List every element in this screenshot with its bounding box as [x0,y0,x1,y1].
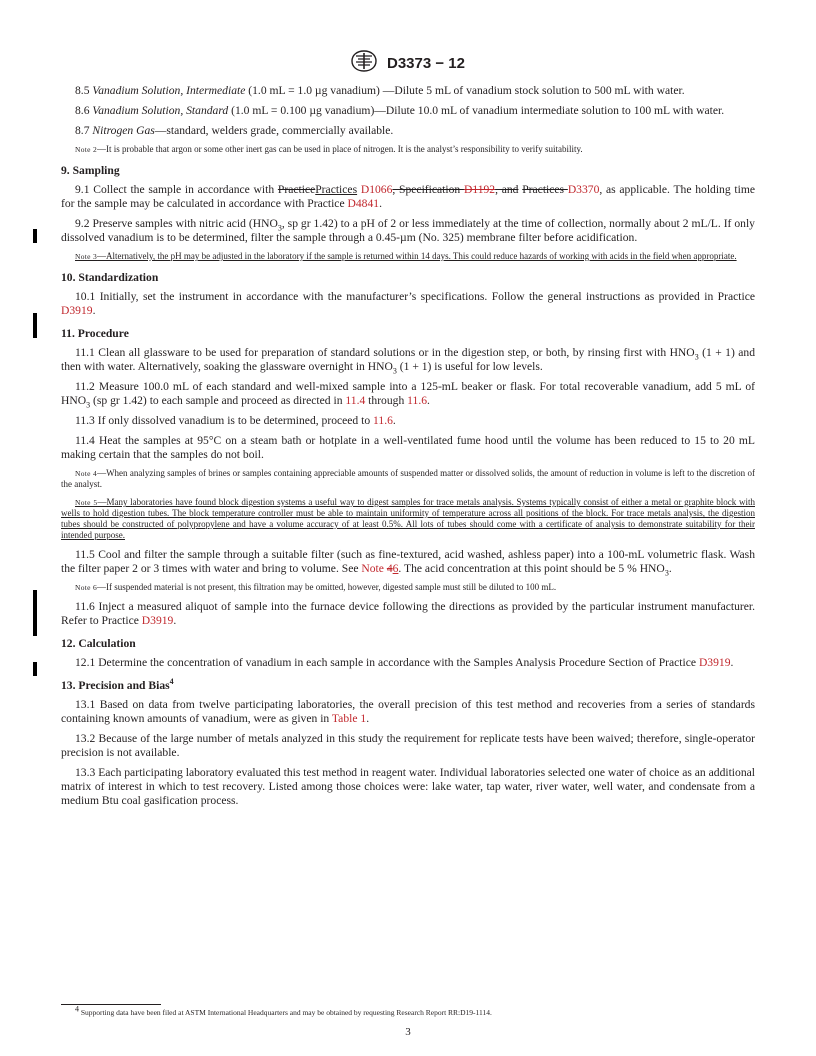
deleted-text: Practice [277,183,316,196]
paragraph-11-3: 11.3 If only dissolved vanadium is to be determined, proceed to 11.6. [75,414,396,427]
deleted-text: Practices [522,183,568,196]
paragraph-11-5: 11.5 Cool and filter the sample through a suitable filter (such as fine-textured, acid washed, ashless paper) into a 100-mL volumetric flask. Wash the filter paper 2 or 3 times with water and bring to volume. See Note 46. The acid concentration at this point should be 5 % $HNO_3$. [61,548,755,578]
paragraph-10-1: 10.1 Initially, set the instrument in accordance with the manufacturer’s specifications. Follow the general instructions as provided in Practice D3919. [61,290,755,317]
paragraph-8-6: 8.6 Vanadium Solution, Standard (1.0 mL = 0.100 µg vanadium)—Dilute 10.0 mL of vanadium intermediate solution to 100 mL with water. [75,104,725,117]
inserted-text: Practices [315,183,358,196]
page-number: 3 [405,1026,411,1038]
deleted-text: , Specification [392,183,464,196]
section-heading-sampling: 9. Sampling [61,164,120,177]
note-2: Note 2—It is probable that argon or some other inert gas can be used in place of nitrogen. It is the analyst’s responsibility to verify suitability. [75,144,583,154]
deleted-text: 4 [386,562,393,575]
note-4: Note 4—When analyzing samples of brines or samples containing appreciable amounts of suspended matter or dissolved solids, the amount of reduction in volume is left to the discretion of the analyst. [61,468,755,489]
paragraph-13-3: 13.3 Each participating laboratory evaluated this test method in reagent water. Individual laboratories selected one water of choice as an additional matrix of interest in which to test recovery. Listed among those choices were: lake water, tap water, river water, well water, and condensate from a medium Btu coal gasification process. [61,766,755,807]
section-heading-precision-bias: 13. Precision and Bias$^4$ [61,677,174,692]
change-bar [33,313,37,338]
section-heading-calculation: 12. Calculation [61,637,136,650]
paragraph-12-1: 12.1 Determine the concentration of vanadium in each sample in accordance with the Samples Analysis Procedure Section of Practice D3919. [75,656,734,669]
ref-link-d4841[interactable]: D4841 [347,197,380,210]
ref-link-note[interactable]: Note [361,562,387,575]
paragraph-8-5: 8.5 Vanadium Solution, Intermediate (1.0 mL = 1.0 µg vanadium) —Dilute 5 mL of vanadium stock solution to 500 mL with water. [75,84,685,97]
paragraph-11-6: 11.6 Inject a measured aliquot of sample into the furnace device following the directions as provided by the particular instrument manufacturer. Refer to Practice D3919. [61,600,755,627]
change-bar [33,590,37,636]
section-heading-standardization: 10. Standardization [61,271,159,284]
change-bar [33,229,37,243]
page-header [0,50,816,77]
note-3: Note 3—Alternatively, the pH may be adjusted in the laboratory if the sample is returned within 14 days. This could reduce hazards of working with acids in the field when appropriate. [75,251,737,261]
paragraph-9-2: 9.2 Preserve samples with nitric acid ($HNO_3$, sp gr 1.42) to a pH of 2 or less immediately at the time of collection, normally about 2 mL/L. If only dissolved vanadium is to be determined, filter the sample through a 0.45-µm (No. 325) membrane filter before acidification. [61,217,755,244]
section-heading-procedure: 11. Procedure [61,327,129,340]
ref-link-d3919[interactable]: D3919 [698,656,731,669]
ref-link-d3370[interactable]: D3370 [567,183,600,196]
paragraph-8-7: 8.7 Nitrogen Gas—standard, welders grade, commercially available. [75,124,394,137]
paragraph-11-2: 11.2 Measure 100.0 mL of each standard and well-mixed sample into a 125-mL beaker or flask. For total recoverable vanadium, add 5 mL of $HNO_3$ (sp gr 1.42) to each sample and proceed as directed in 11.4 through 11.6. [61,380,755,410]
ref-link-11-6[interactable]: 11.6 [373,414,393,427]
ref-link-11-6[interactable]: 11.6 [407,394,428,407]
ref-link-table-1[interactable]: Table 1 [331,712,367,725]
ref-link-d3919[interactable]: D3919 [61,304,93,317]
document-body [61,84,755,814]
ref-link-d3919[interactable]: D3919 [141,614,174,627]
change-bar [33,662,37,676]
note-6: Note 6—If suspended material is not present, this filtration may be omitted, however, digested sample must still be diluted to 100 mL. [75,582,557,592]
astm-logo-icon [351,50,377,77]
inserted-text: 6 [392,562,399,575]
paragraph-9-1: 9.1 Collect the sample in accordance with PracticePractices D1066, Specification D1192, and Practices D3370, as applicable. The holding time for the sample may be calculated in accordance with Practice D4841. [61,183,755,210]
paragraph-11-1: 11.1 Clean all glassware to be used for preparation of standard solutions or in the digestion step, or both, by rinsing first with $HNO_3$ (1 + 1) and then with water. Alternatively, soaking the glassware overnight in $HNO_3$ (1 + 1) is useful for low levels. [61,346,755,376]
footnotes [61,1004,755,1018]
paragraph-13-2: 13.2 Because of the large number of metals analyzed in this study the requirement for replicate tests have been waived; therefore, single-operator precision is not available. [61,732,755,759]
ref-link-11-4[interactable]: 11.4 [345,394,366,407]
note-5: Note 5—Many laboratories have found block digestion systems a useful way to digest samples for trace metals analysis. Systems typically consist of either a metal or graphite block with wells to hold digestion tubes. The block temperature controller must be able to maintain uniformity of temperature across all positions of the block. For trace metals analysis, the digestion tubes should be constructed of polypropylene and have a volume accuracy of at least 0.5%. All lots of tubes should come with a certificate of analysis to demonstrate suitability for their intended purpose. [61,497,755,540]
footnote-4: $^4$ Supporting data have been filed at ASTM International Headquarters and may be obtained by requesting Research Report RR:D19-1114. [75,1004,492,1017]
document-designation: D3373 − 12 [387,55,465,72]
ref-link-d1066[interactable]: D1066 [360,183,393,196]
footnote-marker[interactable]: 4 [169,677,174,687]
deleted-text: , and [495,183,519,196]
paragraph-11-4: 11.4 Heat the samples at 95°C on a steam bath or hotplate in a well-ventilated fume hood until the volume has been reduced to 15 to 20 mL making certain that the samples do not boil. [61,434,755,461]
ref-link-d1192[interactable]: D1192 [463,183,496,196]
paragraph-13-1: 13.1 Based on data from twelve participating laboratories, the overall precision of this test method and recoveries from a series of standards containing known amounts of vanadium, were as given in Table 1. [61,698,755,725]
